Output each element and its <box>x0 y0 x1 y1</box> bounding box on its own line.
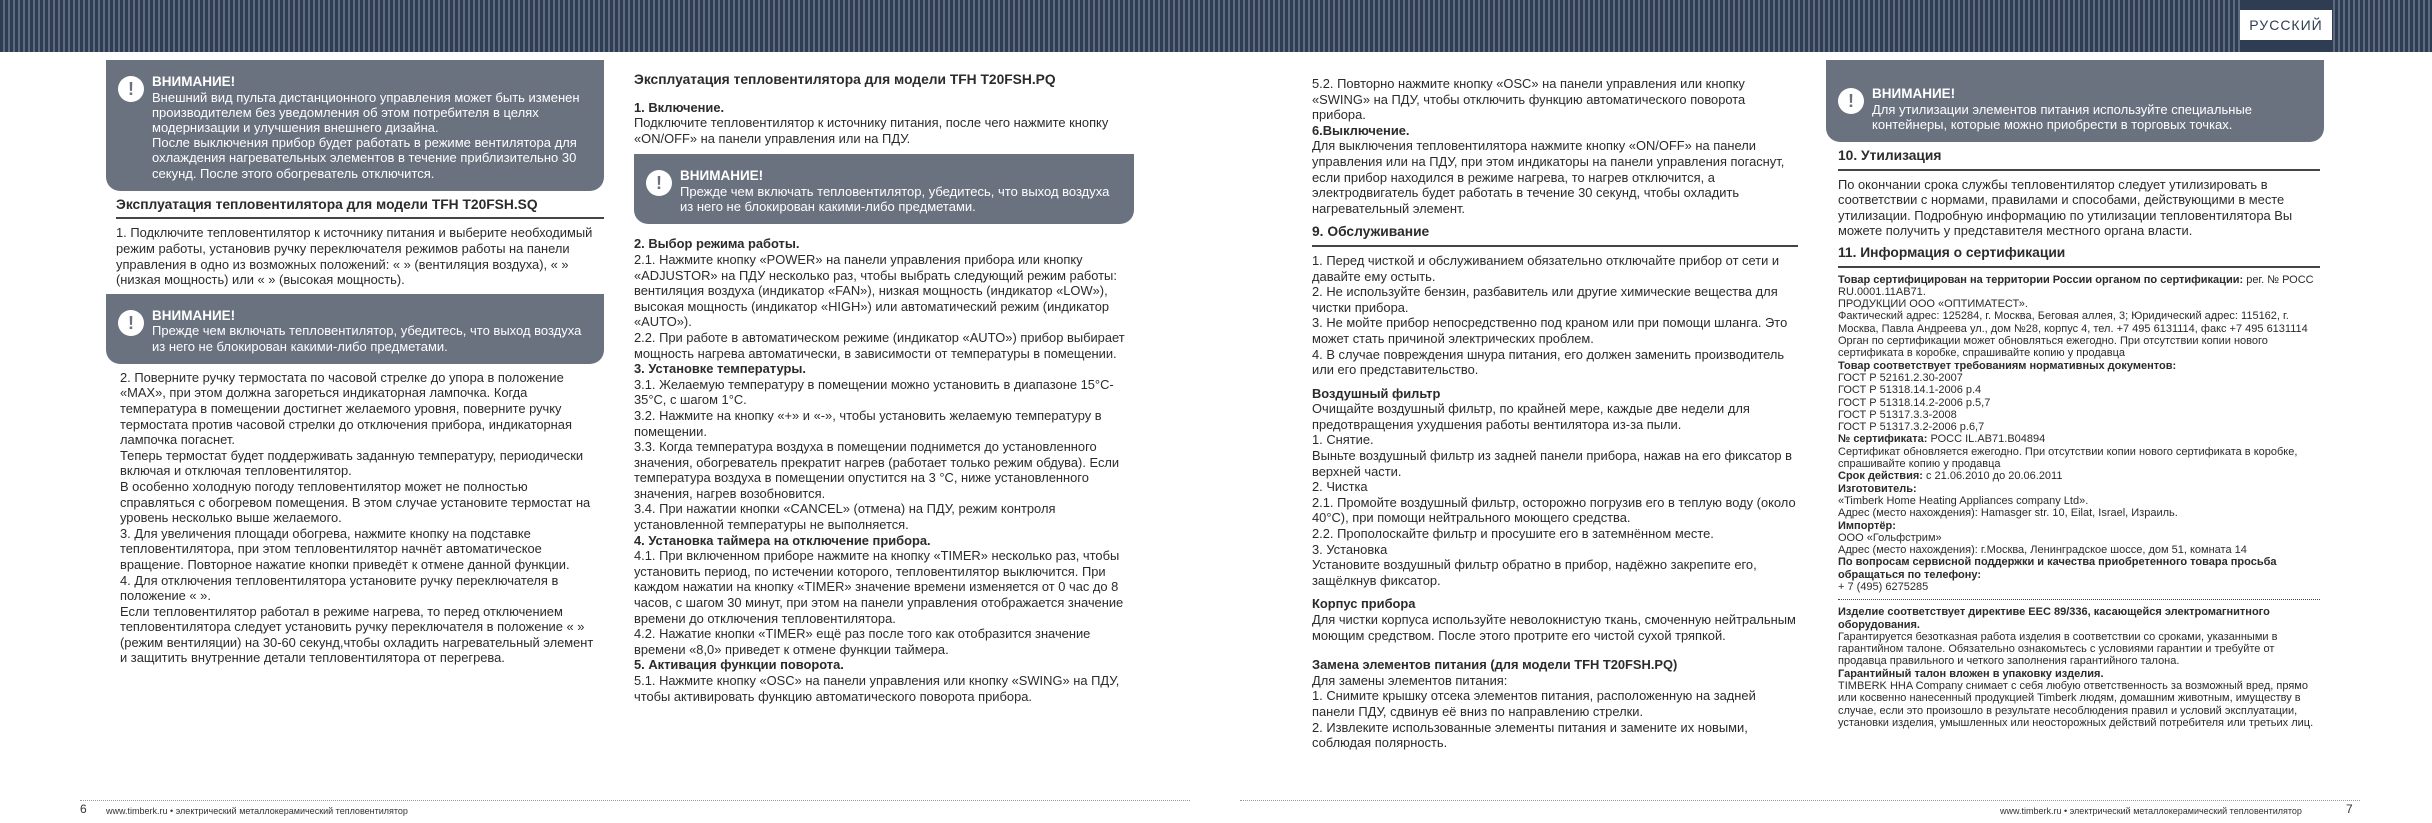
warning-text: Для утилизации элементов питания используйте специальные контейнеры, которые можно приобрести в торговых точках. <box>1872 101 2253 132</box>
term-label: Срок действия: <box>1838 470 1923 483</box>
subsection-title: 5. Активация функции поворота. <box>634 657 844 673</box>
paragraph: 4. Для отключения тепловентилятора установите ручку переключателя в положение « ». <box>120 572 559 604</box>
paragraph: 2.1. Промойте воздушный фильтр, осторожно погрузив его в теплую воду (около 40°C), при помощи нейтрального моющего средства. <box>1312 494 1796 526</box>
paragraph: 2.2. Прополоскайте фильтр и просушите его в затемнённом месте. <box>1312 526 1714 542</box>
paragraph: 2. Чистка <box>1312 479 1368 495</box>
maker-name: «Timberk Home Heating Appliances company Ltd». <box>1838 494 2089 507</box>
divider <box>1838 169 2320 171</box>
paragraph: Теперь термостат будет поддерживать заданную температуру, периодически включая и отключая тепловентилятор. <box>120 447 584 479</box>
gost-line: ГОСТ Р 51318.14.2-2006 р.5,7 <box>1838 396 1991 409</box>
footer-divider-right <box>1240 800 2360 801</box>
gost-line: ГОСТ Р 51317.3.2-2006 р.6,7 <box>1838 421 1985 434</box>
subsection-title: Замена элементов питания (для модели TFH T20FSH.PQ) <box>1312 657 1678 673</box>
paragraph: 1. Снимите крышку отсека элементов питания, расположенную на задней панели ПДУ, сдвинув её вниз по направлению стрелки. <box>1312 688 1756 719</box>
paragraph: В особенно холодную погоду тепловентилятор может не полностью справляться с обогревом помещения. В этом случае установите термостат на уровень несколько выше желаемого. <box>120 478 591 526</box>
eec-directive: Изделие соответствует директиве ЕЕС 89/336, касающейся электромагнитного оборудования. <box>1838 606 2270 631</box>
maker-label: Изготовитель: <box>1838 482 1917 495</box>
paragraph: Очищайте воздушный фильтр, по крайней мере, каждые две недели для предотвращения ухудшения работы вентилятора из-за пыли. <box>1312 401 1750 432</box>
warning-title: ВНИМАНИЕ! <box>1872 86 1956 101</box>
footer-divider-left <box>80 800 1190 801</box>
paragraph: 3. Установка <box>1312 541 1388 557</box>
support-label: По вопросам сервисной поддержки и качества приобретенного товара просьба обращаться по телефону: <box>1838 556 2277 581</box>
exclamation-icon: ! <box>118 310 144 336</box>
liability-text: TIMBERK HHA Company снимает с себя любую ответственность за возможный вред, прямо или косвенно нанесенный продукцией Timberk людям, домашним животным, имуществу в случае, если это произошло в результате несоблюдения правил и условий эксплуатации, установки изделия, умышленных или неосторожных действий потребителя или третьих лиц. <box>1838 680 2314 729</box>
subsection-title: 6.Выключение. <box>1312 122 1410 138</box>
cert-line: ПРОДУКЦИИ ООО «ОПТИМАТЕСТ». <box>1838 298 2028 311</box>
paragraph: 2.1. Нажмите кнопку «POWER» на панели управления прибора или кнопку «ADJUSTOR» на ПДУ несколько раз, чтобы выбрать следующий режим работы: вентиляция воздуха (индикатор «FAN»), низкая мощность (индикатор «LOW»), высокая мощность (индикатор «HIGH») или автоматический режим (индикатор «AUTO»). <box>634 251 1117 330</box>
footer-text-left: www.timberk.ru • электрический металлокерамический тепловентилятор <box>106 806 408 816</box>
column-2 <box>634 72 1134 704</box>
paragraph: Для выключения тепловентилятора нажмите кнопку «ON/OFF» на панели управления или на ПДУ, при этом индикаторы на панели управления погаснут, если прибор находился в режиме нагрева, то нагрев отключится, а электродвигатель будет работать в течение 30 секунд, чтобы охладить нагревательный элемент. <box>1312 138 1785 216</box>
warning-title: ВНИМАНИЕ! <box>152 307 236 323</box>
paragraph: Подключите тепловентилятор к источнику питания, после чего нажмите кнопку «ON/OFF» на панели управления или на ПДУ. <box>634 115 1109 146</box>
exclamation-icon: ! <box>118 76 144 102</box>
cert-line: Фактический адрес: 125284, г. Москва, Беговая аллея, 3; Юридический адрес: 115162, г. Москва, Павла Андреева ул., дом №28, корпус 4, тел. +7 495 6131114, факс +7 495 6131114 <box>1838 310 2308 335</box>
importer-address: Адрес (место нахождения): г.Москва, Ленинградское шоссе, дом 51, комната 14 <box>1838 544 2247 557</box>
paragraph: 4.2. Нажатие кнопки «TIMER» ещё раз после того как отобразится значение времени «8,0» приведет к отмене функции таймера. <box>634 626 1091 657</box>
cert-number: РОСС IL.АВ71.В04894 <box>1927 433 2046 446</box>
page-number-left: 6 <box>80 802 87 816</box>
cert-number-label: № сертификата: <box>1838 433 1928 446</box>
paragraph: 2.2. При работе в автоматическом режиме (индикатор «AUTO») прибор выбирает мощность нагрева автоматически, в зависимости от температуры в помещении. <box>634 329 1125 361</box>
subsection-title: Воздушный фильтр <box>1312 385 1441 401</box>
section-heading: 11. Информация о сертификации <box>1838 244 2066 260</box>
maker-address: Адрес (место нахождения): Hamasger str. 10, Eilat, Israel, Израиль. <box>1838 507 2178 520</box>
warning-text: Прежде чем включать тепловентилятор, убедитесь, что выход воздуха из него не блокирован какими-либо предметами. <box>680 183 1110 215</box>
cert-line: Сертификат обновляется ежегодно. При отсутствии копии нового сертификата в коробке, спрашивайте копию у продавца <box>1838 445 2298 471</box>
paragraph: 4.1. При включенном приборе нажмите на кнопку «TIMER» несколько раз, чтобы установить период, по истечении которого, тепловентилятор выключится. При каждом нажатии на кнопку «TIMER» значение времени изменяется от 0 час до 8 часов, с шагом 30 минут, при этом на панели управления отображается значение времени до отключения тепловентилятора. <box>634 548 1124 626</box>
divider <box>1312 245 1798 247</box>
warning-text: Внешний вид пульта дистанционного управления может быть изменен производителем без уведомления об этом потребителя в целях модернизации и улучшения внешнего дизайна. <box>152 89 580 135</box>
divider <box>116 217 604 219</box>
cert-line: Орган по сертификации может обновляться ежегодно. При отсутствии копии нового сертификата в коробке, спрашивайте копию у продавца <box>1838 335 2268 360</box>
column-3 <box>1312 76 1798 751</box>
subsection-title: 1. Включение. <box>634 99 725 115</box>
header-stripe-bar <box>0 0 2432 52</box>
gost-line: ГОСТ Р 51318.14.1-2006 р.4 <box>1838 384 1982 397</box>
paragraph: 3. Для увеличения площади обогрева, нажмите кнопку на подставке тепловентилятора, при этом тепловентилятор начнёт автоматическое вращение. Повторное нажатие кнопки приведёт к отмене данной функции. <box>120 525 570 572</box>
divider <box>1838 599 2320 600</box>
language-label: РУССКИЙ <box>2240 10 2332 40</box>
section-heading: 10. Утилизация <box>1838 148 1942 163</box>
paragraph: 3.2. Нажмите на кнопку «+» и «-», чтобы установить желаемую температуру в помещении. <box>634 407 1102 439</box>
paragraph: 1. Перед чисткой и обслуживанием обязательно отключайте прибор от сети и давайте ему остыть. <box>1312 252 1780 284</box>
importer-name: ООО «Гольфстрим» <box>1838 531 1942 544</box>
paragraph: Установите воздушный фильтр обратно в прибор, надёжно закрепите его, защёлкнув фиксатор. <box>1312 557 1757 588</box>
importer-label: Импортёр: <box>1838 519 1896 532</box>
divider <box>1838 266 2320 268</box>
warning-title: ВНИМАНИЕ! <box>152 74 236 89</box>
warning-box-air-outlet <box>106 294 604 364</box>
section-heading: Эксплуатация тепловентилятора для модели TFH T20FSH.PQ <box>634 72 1056 87</box>
warning-title: ВНИМАНИЕ! <box>680 168 764 184</box>
paragraph: 3.4. При нажатии кнопки «CANCEL» (отмена) на ПДУ, режим контроля установленной температуры не выполняется. <box>634 501 1056 533</box>
paragraph: 3.1. Желаемую температуру в помещении можно установить в диапазоне 15°C-35°C, с шагом 1°C. <box>634 376 1114 408</box>
paragraph: 5.2. Повторно нажмите кнопку «OSC» на панели управления или кнопку «SWING» на ПДУ, чтобы отключить функцию автоматического поворота прибора. <box>1312 76 1746 123</box>
subsection-title: 3. Установке температуры. <box>634 361 806 377</box>
paragraph: 2. Извлеките использованные элементы питания и замените их новыми, соблюдая полярность. <box>1312 719 1748 751</box>
warning-box-batteries <box>1826 60 2324 142</box>
column-1 <box>106 60 604 666</box>
warning-box-air-outlet <box>634 154 1134 224</box>
paragraph: 5.1. Нажмите кнопку «OSC» на панели управления или кнопку «SWING» на ПДУ, чтобы активировать функцию автоматического поворота прибора. <box>634 673 1120 704</box>
subsection-title: 2. Выбор режима работы. <box>634 236 800 252</box>
footer-text-right: www.timberk.ru • электрический металлокерамический тепловентилятор <box>2000 806 2302 816</box>
gost-line: ГОСТ Р 52161.2.30-2007 <box>1838 371 1963 384</box>
warning-box-remote <box>106 60 604 191</box>
paragraph: Если тепловентилятор работал в режиме нагрева, то перед отключением тепловентилятора следует установить ручку переключателя в положение « » (режим вентиляции) на 30-60 секунд,чтобы охладить нагревательный элемент и защитить внутренние детали тепловентилятора от перегрева. <box>120 603 594 666</box>
warranty-note: Гарантийный талон вложен в упаковку изделия. <box>1838 667 2104 680</box>
subsection-title: 4. Установка таймера на отключение прибора. <box>634 532 931 548</box>
cert-authority-label: Товар сертифицирован на территории России органом по сертификации: <box>1838 273 2244 286</box>
paragraph: 3. Не мойте прибор непосредственно под краном или при помощи шланга. Это может стать причиной электрических проблем. <box>1312 315 1788 346</box>
paragraph: 2. Не используйте бензин, разбавитель или другие химические вещества для чистки прибора. <box>1312 284 1778 315</box>
exclamation-icon: ! <box>1838 88 1864 114</box>
cert-reg-number: рег. № РОСС RU.0001.11АВ71. <box>1838 273 2314 298</box>
section-heading: Эксплуатация тепловентилятора для модели TFH T20FSH.SQ <box>116 196 538 212</box>
page-number-right: 7 <box>2346 802 2353 816</box>
gost-line: ГОСТ Р 51317.3.3-2008 <box>1838 408 1957 421</box>
exclamation-icon: ! <box>646 170 672 196</box>
paragraph: Выньте воздушный фильтр из задней панели прибора, нажав на его фиксатор в верхней части. <box>1312 448 1792 479</box>
warranty-text: Гарантируется безотказная работа изделия в соответствии со сроками, указанными в гарантийном талоне. Обязательно ознакомьтесь с условиями гарантии и требуйте от продавца правильного и четкого заполнения гарантийного талона. <box>1838 630 2278 668</box>
paragraph: 3.3. Когда температура воздуха в помещении поднимется до установленного значения, обогреватель прекратит нагрев (работает только режим обдува). Если температура воздуха в помещении опустится на 3 °C, ниже установленного значения, нагрев возобновится. <box>634 439 1120 501</box>
column-4 <box>1826 60 2324 729</box>
paragraph: Для замены элементов питания: <box>1312 672 1508 688</box>
warning-text-2: После выключения прибор будет работать в режиме вентилятора для охлаждения нагревательных элементов в течение приблизительно 30 секунд. После этого обогреватель отключится. <box>152 135 577 181</box>
paragraph: 2. Поверните ручку термостата по часовой стрелке до упора в положение «MAX», при этом должна загореться индикаторная лампочка. Когда температура в помещении достигнет желаемого уровня, поверните ручку термостата против часовой стрелки до отключения прибора, индикаторная лампочка погаснет. <box>120 369 572 448</box>
subsection-title: Корпус прибора <box>1312 596 1416 612</box>
paragraph: По окончании срока службы тепловентилятор следует утилизировать в соответствии с нормами, правилами и способами, действующими в месте утилизации. Подробную информацию по утилизации тепловентилятора Вы можете получить у представителя местного органа власти. <box>1838 176 2293 239</box>
certification-block <box>1838 274 2320 730</box>
paragraph: Для чистки корпуса используйте неволокнистую ткань, смоченную нейтральным моющим средством. После этого протрите его чистой сухой тряпкой. <box>1312 612 1796 643</box>
support-phone: + 7 (495) 6275285 <box>1838 580 1929 593</box>
cert-standards-label: Товар соответствует требованиям нормативных документов: <box>1838 359 2177 372</box>
paragraph: 1. Подключите тепловентилятор к источнику питания и выберите необходимый режим работы, установив ручку переключателя режимов работы на панели управления в одно из возможных положений: « » (вентиляция воздуха), « » (низкая мощность) или « » (высокая мощность). <box>116 225 593 288</box>
paragraph: 1. Снятие. <box>1312 432 1374 448</box>
paragraph: 4. В случае повреждения шнура питания, его должен заменить производитель или его представительство. <box>1312 346 1785 378</box>
term-value: с 21.06.2010 до 20.06.2011 <box>1922 470 2063 483</box>
section-heading: 9. Обслуживание <box>1312 224 1430 240</box>
warning-text: Прежде чем включать тепловентилятор, убедитесь, что выход воздуха из него не блокирован какими-либо предметами. <box>152 323 582 354</box>
